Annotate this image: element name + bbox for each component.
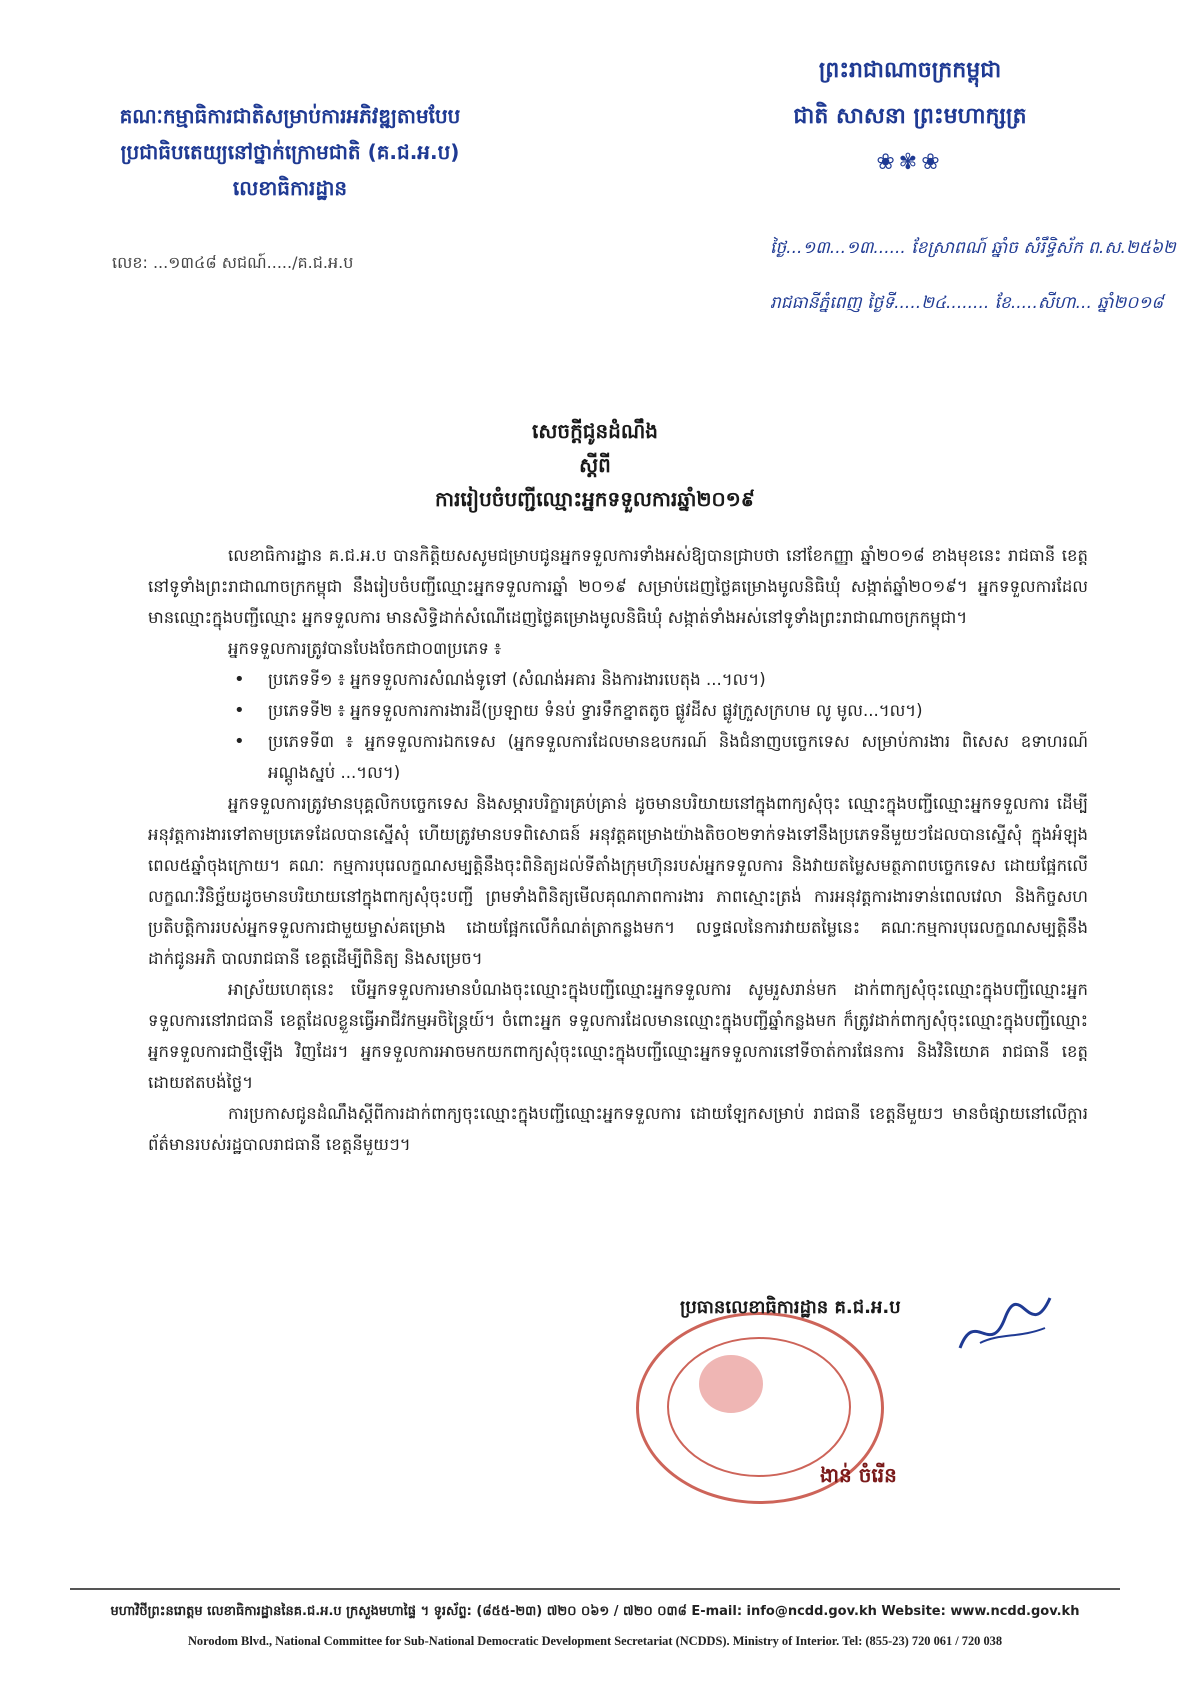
- contractor-type-1: • ប្រភេទទី១ ៖ អ្នកទទួលការសំណង់ទូទៅ (សំណង់អគារ និងការងារបេតុង ...។ល។): [258, 664, 1088, 695]
- issuer-line-2: ប្រជាធិបតេយ្យនៅថ្នាក់ក្រោមជាតិ (គ.ជ.អ.ប): [120, 140, 460, 164]
- notice-subject: ការរៀបចំបញ្ជីឈ្មោះអ្នកទទួលការឆ្នាំ២០១៩: [435, 487, 755, 511]
- lunar-date: ថ្ងៃ...១៣...១៣...... ខែស្រាពណ៍ ឆ្នាំច សំរឹទ្ធិស័ក ព.ស.២៥៦២: [770, 238, 1176, 258]
- issuer-department: លេខាធិការដ្ឋាន: [232, 176, 348, 200]
- handwritten-signature: [950, 1288, 1060, 1368]
- notice-about: ស្តីពី: [579, 453, 611, 477]
- paragraph-categories: អ្នកទទួលការត្រូវបានបែងចែកជា០៣ប្រភេទ ៖: [228, 639, 502, 658]
- signatory-name: ងាន់ ចំរើន: [820, 1463, 897, 1487]
- contractor-type-2: • ប្រភេទទី២ ៖ អ្នកទទួលការការងារដី(ប្រឡាយ ទំនប់ ទ្វារទឹកខ្នាតតូច ផ្លូវដីស ផ្លូវក្រួសក្រហម លូ មូល...។ល។): [258, 695, 1088, 726]
- kingdom-name: ព្រះរាជាណាចក្រកម្ពុជា: [818, 58, 1002, 83]
- notice-body: [148, 540, 1088, 1160]
- footer-divider: [70, 1588, 1120, 1590]
- solar-date: រាជធានីភ្នំពេញ ថ្ងៃទី.....២៤........ ខែ.....សីហា... ឆ្នាំ២០១៨: [770, 293, 1164, 313]
- contractor-type-3: • ប្រភេទទី៣ ៖ អ្នកទទួលការឯកទេស (អ្នកទទួលការដែលមានឧបករណ៍ និងជំនាញបច្ចេកទេស សម្រាប់ការងារ ពិសេស ឧទាហរណ៍ អណ្តូងស្នប់ ...។ល។): [258, 726, 1088, 788]
- footer-address-english: Norodom Blvd., National Committee for Sub-National Democratic Development Secretariat (NCDDS). Ministry of Interior. Tel: (855-23) 720 061 / 720 038: [187, 1634, 1003, 1648]
- paragraph-intro: លេខាធិការដ្ឋាន គ.ជ.អ.ប បានកិត្តិយសសូមជម្រាបជូនអ្នកទទួលការទាំងអស់ឱ្យបានជ្រាបថា នៅខែកញ្ញា ឆ្នាំ២០១៨ ខាងមុខនេះ រាជធានី ខេត្តនៅទូទាំងព្រះរាជាណាចក្រកម្ពុជា នឹងរៀបចំបញ្ជីឈ្មោះអ្នកទទួលការឆ្នាំ ២០១៩ សម្រាប់ដេញថ្លៃគម្រោងមូលនិធិឃុំ សង្កាត់ឆ្នាំ២០១៩។ អ្នកទទួលការដែលមានឈ្មោះក្នុងបញ្ជីឈ្មោះ អ្នកទទួលការ មានសិទ្ធិដាក់សំណើដេញថ្លៃគម្រោងមូលនិធិឃុំ សង្កាត់ទាំងអស់នៅទូទាំងព្រះរាជាណាចក្រកម្ពុជា។: [148, 546, 1088, 627]
- paragraph-announcement: ការប្រកាសជូនដំណឹងស្តីពីការដាក់ពាក្យចុះឈ្មោះក្នុងបញ្ជីឈ្មោះអ្នកទទួលការ ដោយឡែកសម្រាប់ រាជធានី ខេត្តនីមួយៗ មានចំផ្សាយនៅលើក្តារព័ត៌មានរបស់រដ្ឋបាលរាជធានី ខេត្តនីមួយៗ។: [148, 1104, 1088, 1154]
- notice-title: សេចក្តីជូនដំណឹង: [532, 419, 658, 443]
- contractor-type-list: [148, 664, 1088, 788]
- issuer-line-1: គណៈកម្មាធិការជាតិសម្រាប់ការអភិវឌ្ឍតាមបែប: [119, 104, 461, 128]
- paragraph-requirements: អ្នកទទួលការត្រូវមានបុគ្គលិកបច្ចេកទេស និងសម្ភារបរិក្ខារគ្រប់គ្រាន់ ដូចមានបរិយាយនៅក្នុងពាក្យសុំចុះ ឈ្មោះក្នុងបញ្ជីឈ្មោះអ្នកទទួលការ ដើម្បីអនុវត្តការងារទៅតាមប្រភេទដែលបានស្នើសុំ ហើយត្រូវមានបទពិសោធន៍ អនុវត្តគម្រោងយ៉ាងតិច០២ទាក់ទងទៅនឹងប្រភេទនីមួយៗដែលបានស្នើសុំ ក្នុងអំឡុងពេល៥ឆ្នាំចុងក្រោយ។ គណៈ កម្មការបុរេលក្ខណសម្បត្តិនឹងចុះពិនិត្យដល់ទីតាំងក្រុមហ៊ុនរបស់អ្នកទទួលការ និងវាយតម្លៃសមត្ថភាពបច្ចេកទេស ដោយផ្អែកលើលក្ខណៈវិនិច្ឆ័យដូចមានបរិយាយនៅក្នុងពាក្យសុំចុះបញ្ជី ព្រមទាំងពិនិត្យមើលគុណភាពការងារ ភាពស្មោះត្រង់ ការអនុវត្តការងារទាន់ពេលវេលា និងកិច្ចសហប្រតិបត្តិការរបស់អ្នកទទួលការជាមួយម្ចាស់គម្រោង ដោយផ្អែកលើកំណត់ត្រាកន្លងមក។ លទ្ធផលនៃការវាយតម្លៃនេះ គណៈកម្មការបុរេលក្ខណសម្បត្តិនឹងដាក់ជូនអភិ បាលរាជធានី ខេត្តដើម្បីពិនិត្យ និងសម្រេច។: [148, 794, 1088, 968]
- issuer-block: [70, 98, 510, 206]
- reference-number: លេខ: ...១៣៤៨ សជណ៍...../គ.ជ.អ.ប: [112, 253, 354, 272]
- paragraph-registration: អាស្រ័យហេតុនេះ បើអ្នកទទួលការមានបំណងចុះឈ្មោះក្នុងបញ្ជីឈ្មោះអ្នកទទួលការ សូមរួសរាន់មក ដាក់ពាក្យសុំចុះឈ្មោះក្នុងបញ្ជីឈ្មោះអ្នកទទួលការនៅរាជធានី ខេត្តដែលខ្លួនធ្វើអាជីវកម្មអចិន្ត្រៃយ៍។ ចំពោះអ្នក ទទួលការដែលមានឈ្មោះក្នុងបញ្ជីឆ្នាំកន្លងមក ក៏ត្រូវដាក់ពាក្យសុំចុះឈ្មោះក្នុងបញ្ជីឈ្មោះអ្នកទទួលការជាថ្មីឡើង វិញដែរ។ អ្នកទទួលការអាចមកយកពាក្យសុំចុះឈ្មោះក្នុងបញ្ជីឈ្មោះអ្នកទទួលការនៅទីចាត់ការផែនការ និងវិនិយោគ រាជធានី ខេត្តដោយឥតបង់ថ្លៃ។: [148, 980, 1088, 1092]
- signatory-title: ប្រធានលេខាធិការដ្ឋាន គ.ជ.អ.ប: [680, 1297, 901, 1318]
- kingdom-motto-block: [720, 48, 1100, 186]
- national-motto: ជាតិ សាសនា ព្រះមហាក្សត្រ: [793, 104, 1027, 129]
- footer-address-khmer: មហាវិថីព្រះនរោត្តម លេខាធិការដ្ឋាននៃគ.ជ.អ.ប ក្រសួងមហាផ្ទៃ ។ ទូរស័ព្ទ: (៨៥៥-២៣) ៧២០ ០៦១ / ៧២០ ០៣៨ E-mail: info@ncdd.gov.kh Website: www.ncdd.gov.kh: [110, 1604, 1080, 1619]
- ornament-icon: ❀✾❀: [876, 150, 944, 175]
